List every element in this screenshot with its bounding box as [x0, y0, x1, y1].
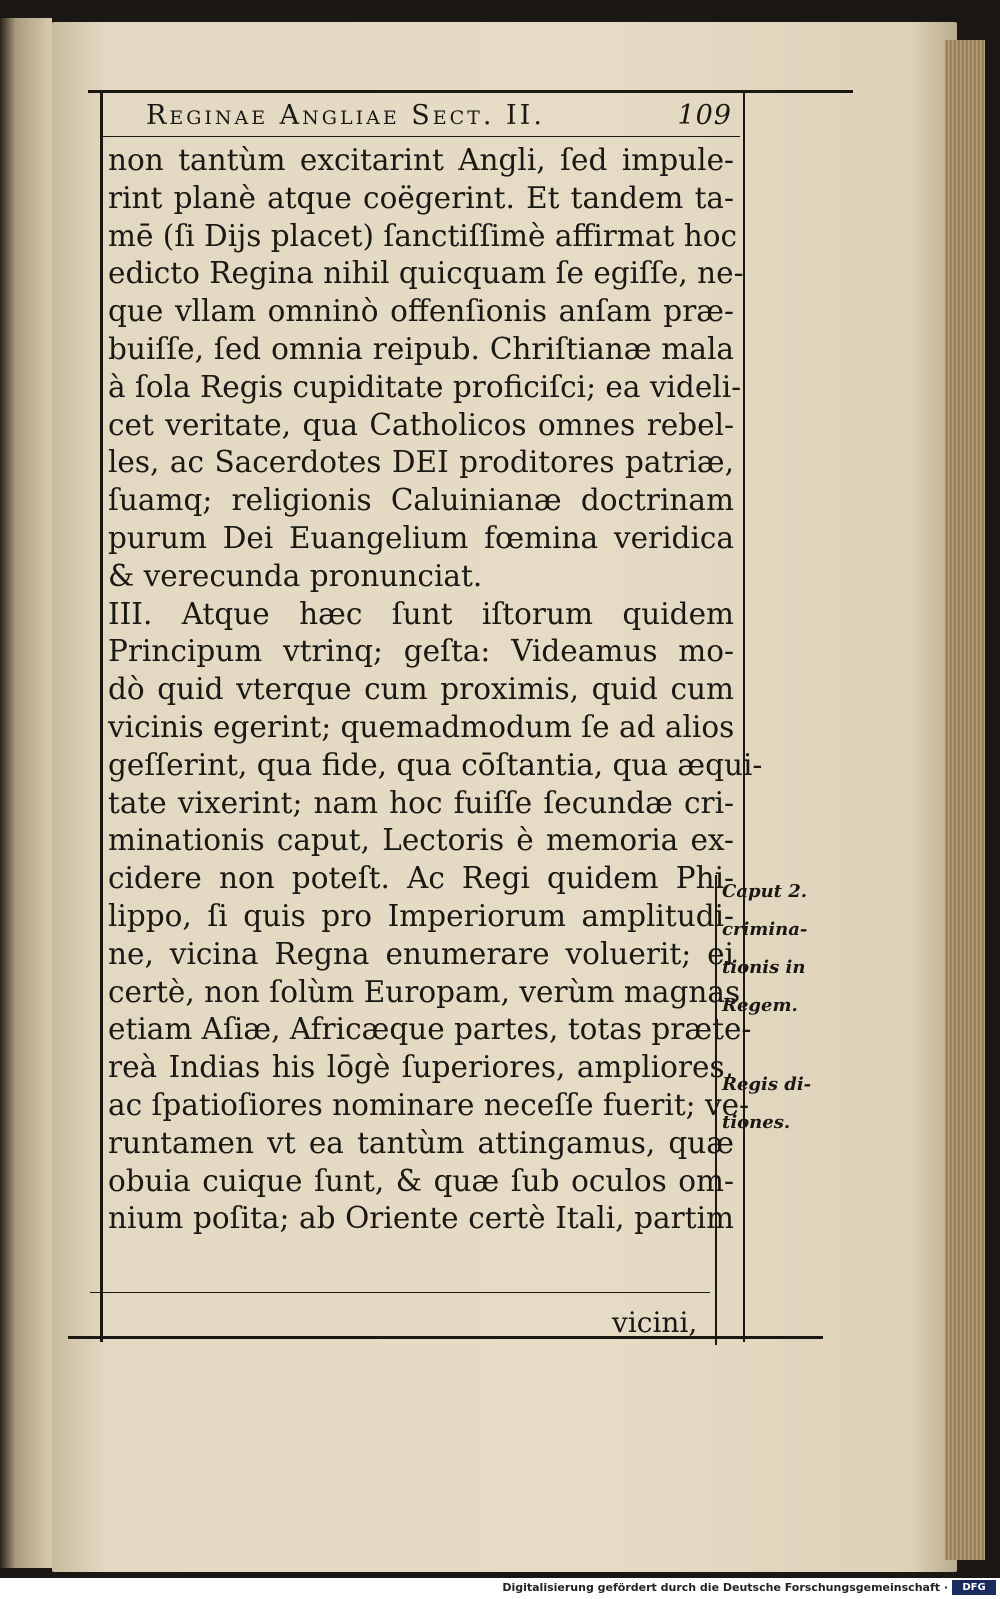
- text-line: ſuamq; religionis Caluinianæ doctrinam: [108, 483, 734, 518]
- text-line: reà Indias his lōgè ſuperiores, ampliores,: [108, 1050, 734, 1085]
- text-line: etiam Aſiæ, Africæque partes, totas præte-: [108, 1012, 752, 1047]
- text-line: cidere non poteſt. Ac Regi quidem Phi-: [108, 861, 734, 896]
- text-line: mē (ſi Dijs placet) ſanctiſſimè affirmat hoc: [108, 218, 737, 253]
- text-line: runtamen vt ea tantùm attingamus, quæ: [108, 1125, 734, 1160]
- marginal-note-caput: [722, 873, 807, 1025]
- text-line: à ſola Regis cupiditate proficiſci; ea videli-: [108, 369, 742, 404]
- page-stack-edge: [945, 40, 985, 1560]
- text-line: cet veritate, qua Catholicos omnes rebel-: [108, 407, 734, 442]
- bottom-rule: [90, 1292, 710, 1293]
- text-line: purum Dei Euangelium fœmina veridica: [108, 520, 734, 555]
- footer-credit: Digitalisierung gefördert durch die Deutsche Forschungsgemeinschaft ·: [502, 1581, 948, 1594]
- text-line: minationis caput, Lectoris è memoria ex-: [108, 823, 734, 858]
- page-number: 109: [677, 100, 732, 131]
- text-line: buiſſe, ſed omnia reipub. Chriſtianæ mala: [108, 331, 734, 366]
- dfg-logo: DFG: [952, 1580, 996, 1595]
- marginal-line: tionis in: [722, 957, 806, 978]
- text-line: ne, vicina Regna enumerare voluerit; ei: [108, 936, 734, 971]
- text-line: ac ſpatioſiores nominare neceſſe fuerit; ve-: [108, 1087, 750, 1122]
- marginal-note-ditiones: [722, 1066, 811, 1142]
- text-line: & verecunda pronunciat.: [108, 558, 483, 593]
- text-line: certè, non ſolùm Europam, verùm magnas: [108, 974, 741, 1009]
- catchword: vicini,: [612, 1306, 698, 1339]
- left-page-edge: [0, 18, 52, 1568]
- text-line: III. Atque hæc ſunt iſtorum quidem: [108, 596, 734, 631]
- text-line: Principum vtrinq; geſta: Videamus mo-: [108, 634, 734, 669]
- text-line: lippo, ſi quis pro Imperiorum amplitudi-: [108, 898, 734, 933]
- marginal-line: Caput 2.: [722, 881, 808, 902]
- text-line: rint planè atque coëgerint. Et tandem ta-: [108, 180, 734, 215]
- text-line: obuia cuique ſunt, & quæ ſub oculos om-: [108, 1163, 734, 1198]
- outer-bottom-rule: [68, 1336, 823, 1339]
- marginal-line: tiones.: [722, 1112, 791, 1133]
- text-line: que vllam omninò offenſionis anſam præ-: [108, 294, 734, 329]
- text-line: dò quid vterque cum proximis, quid cum: [108, 672, 734, 707]
- header-rule: [100, 136, 740, 137]
- text-line: edicto Regina nihil quicquam ſe egiſſe, ne-: [108, 256, 744, 291]
- marginal-line: crimina-: [722, 919, 808, 940]
- marginal-line: Regem.: [722, 995, 798, 1016]
- running-head: [100, 96, 740, 136]
- text-line: geſſerint, qua fide, qua cōſtantia, qua æqui-: [108, 747, 763, 782]
- text-line: vicinis egerint; quemadmodum ſe ad alios: [108, 709, 735, 744]
- marginal-line: Regis di-: [722, 1074, 812, 1095]
- text-line: tate vixerint; nam hoc fuiſſe ſecundæ cri-: [108, 785, 734, 820]
- text-line: nium poſita; ab Oriente certè Itali, partim: [108, 1201, 734, 1236]
- text-line: non tantùm excitarint Angli, ſed impule-: [108, 143, 734, 177]
- running-title: Reginae Angliae Sect. II.: [146, 100, 545, 131]
- text-line: les, ac Sacerdotes DEI proditores patriæ,: [108, 445, 734, 480]
